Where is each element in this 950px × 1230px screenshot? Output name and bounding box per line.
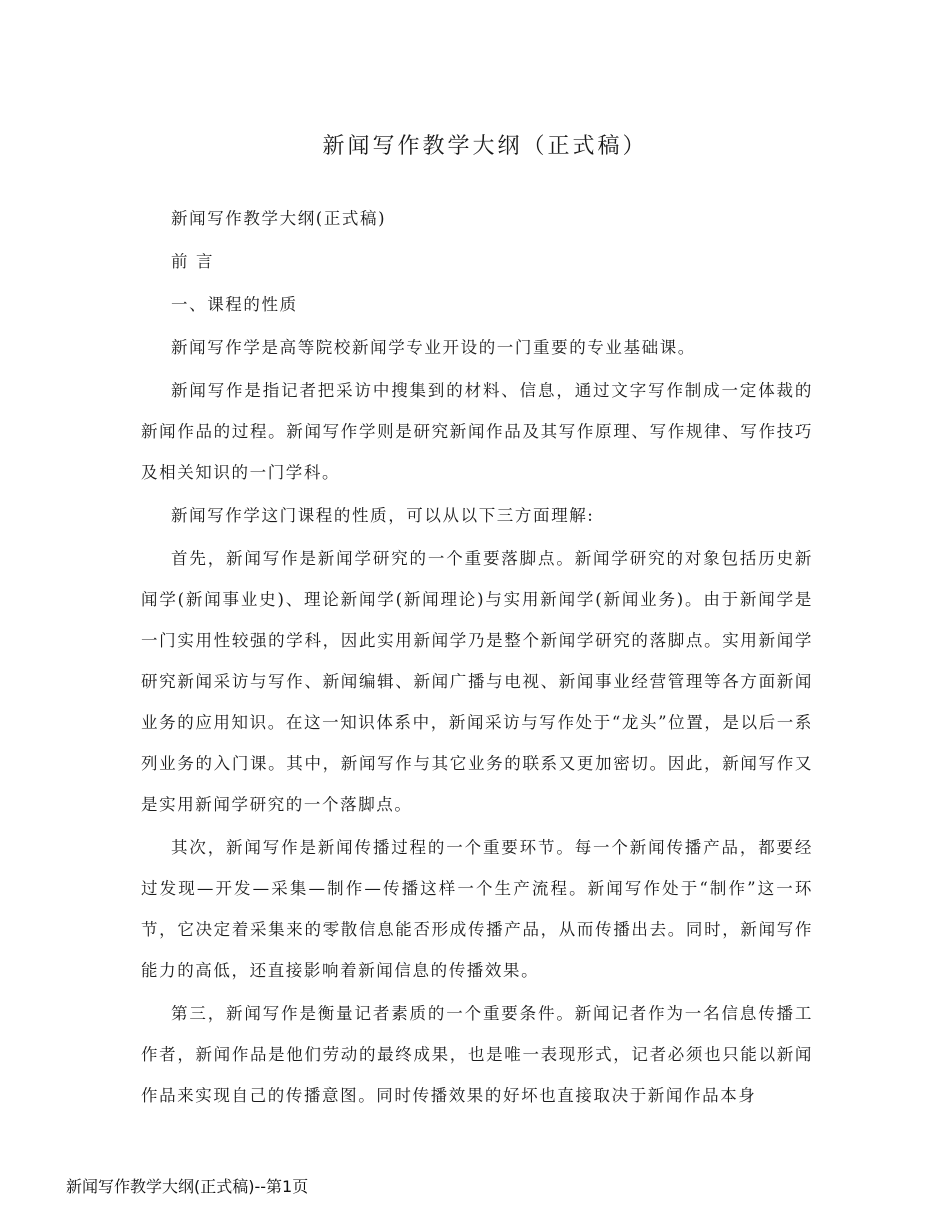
paragraph: 新闻写作学是高等院校新闻学专业开设的一门重要的专业基础课。: [171, 338, 696, 357]
paragraph: 其次，新闻写作是新闻传播过程的一个重要环节。每一个新闻传播产品，都要经过发现—开发—采集—制作—传播这样一个生产流程。新闻写作处于“制作”这一环节，它决定着采集来的零散信息能否形成传播产品，从而传播出去。同时，新闻写作能力的高低，还直接影响着新闻信息的传播效果。: [141, 838, 813, 980]
paragraph: 首先，新闻写作是新闻学研究的一个重要落脚点。新闻学研究的对象包括历史新闻学(新闻事业史)、理论新闻学(新闻理论)与实用新闻学(新闻业务)。由于新闻学是一门实用性较强的学科，因此实用新闻学乃是整个新闻学研究的落脚点。实用新闻学研究新闻采访与写作、新闻编辑、新闻广播与电视、新闻事业经营管理等各方面新闻业务的应用知识。在这一知识体系中，新闻采访与写作处于“龙头”位置，是以后一系列业务的入门课。其中，新闻写作与其它业务的联系又更加密切。因此，新闻写作又是实用新闻学研究的一个落脚点。: [141, 549, 813, 814]
paragraph-preface-heading: 前 言: [171, 252, 215, 271]
paragraph-subtitle: 新闻写作教学大纲(正式稿): [171, 209, 387, 228]
paragraph: 第三，新闻写作是衡量记者素质的一个重要条件。新闻记者作为一名信息传播工作者，新闻作品是他们劳动的最终成果，也是唯一表现形式，记者必须也只能以新闻作品来实现自己的传播意图。同时传播效果的好坏也直接取决于新闻作品本身: [141, 1004, 813, 1105]
document-body: [141, 198, 813, 1118]
page-footer: 新闻写作教学大纲(正式稿)--第1页: [66, 1177, 309, 1196]
document-title: 新闻写作教学大纲（正式稿）: [322, 134, 648, 159]
paragraph: 新闻写作学这门课程的性质，可以从以下三方面理解:: [171, 506, 595, 525]
paragraph-section-heading: 一、课程的性质: [171, 295, 298, 314]
paragraph: 新闻写作是指记者把采访中搜集到的材料、信息，通过文字写作制成一定体裁的新闻作品的过程。新闻写作学则是研究新闻作品及其写作原理、写作规律、写作技巧及相关知识的一门学科。: [141, 381, 813, 482]
